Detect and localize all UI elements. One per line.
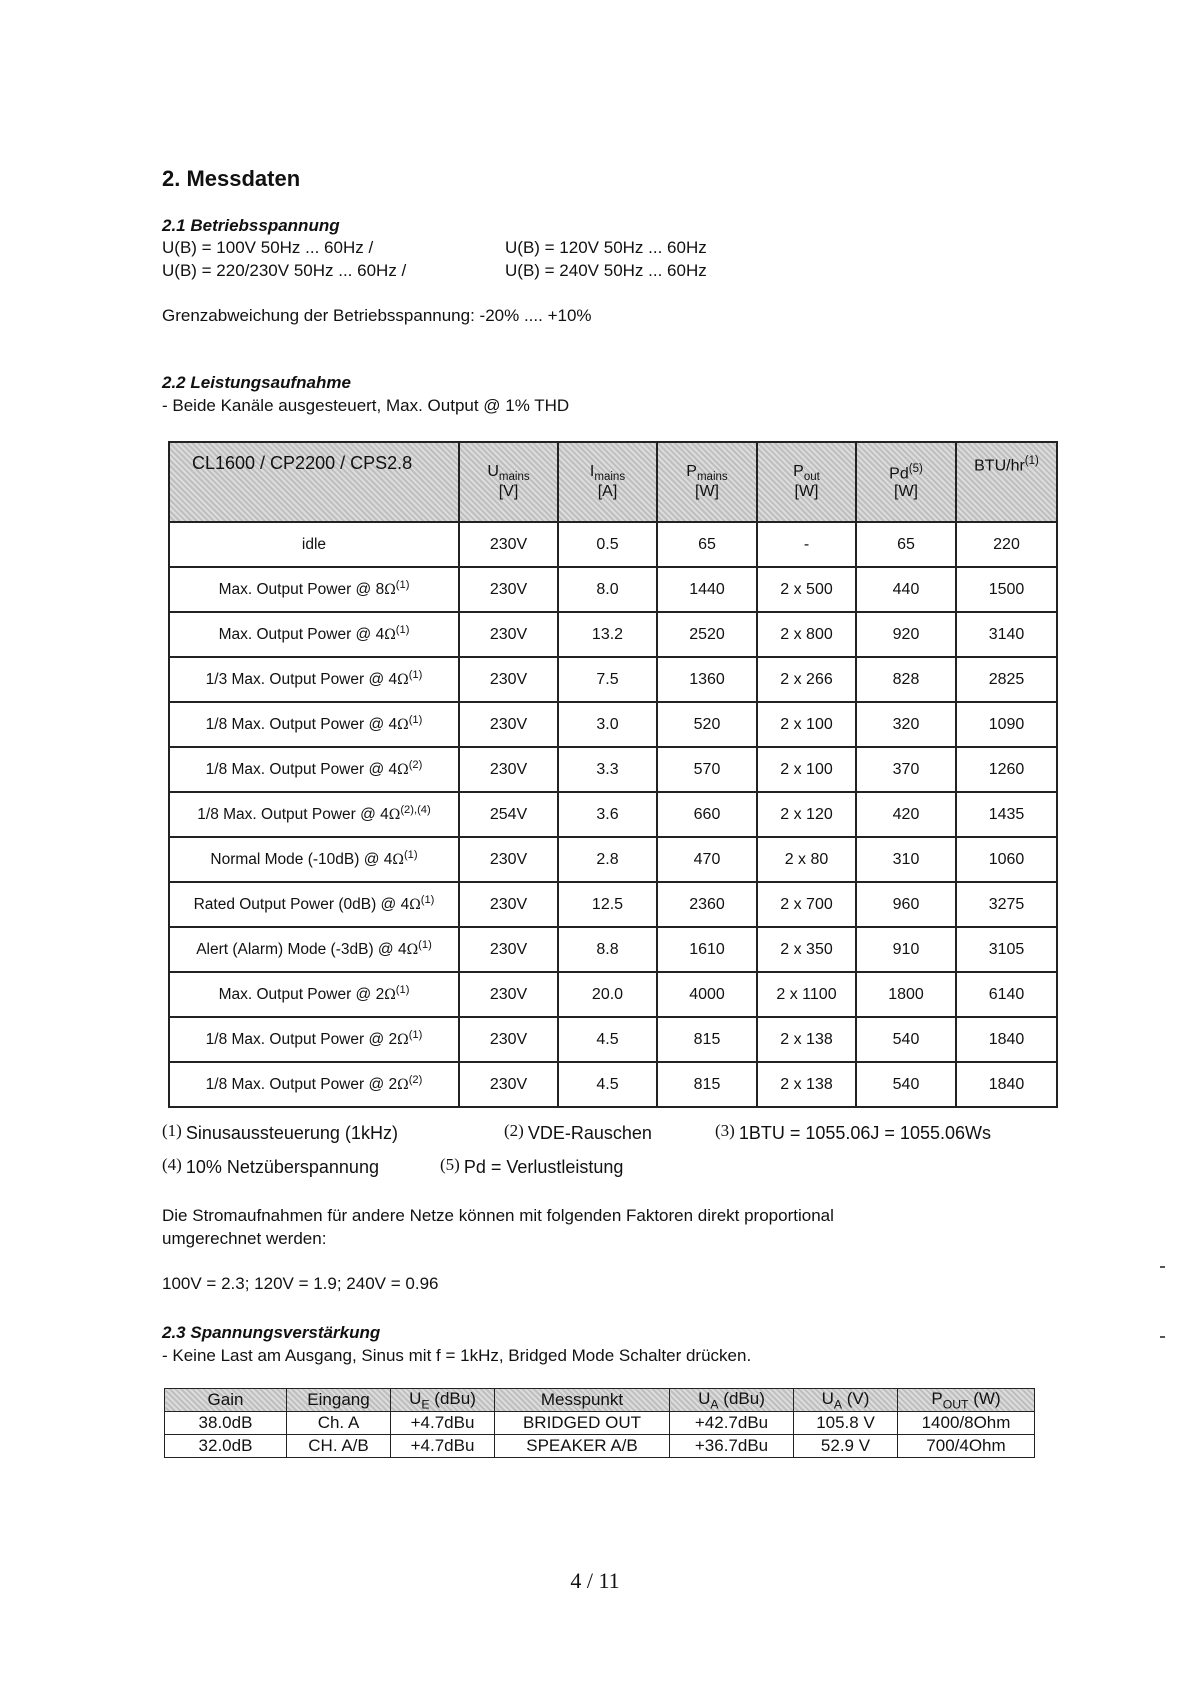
gain-cell-pout: 700/4Ohm xyxy=(898,1435,1035,1458)
cell-pmains: 570 xyxy=(657,747,757,792)
cell-imains: 12.5 xyxy=(558,882,657,927)
cell-umains: 230V xyxy=(459,1017,558,1062)
gain-header-messpunkt: Messpunkt xyxy=(495,1389,670,1412)
cell-btu: 1260 xyxy=(956,747,1057,792)
voltage-line-2-right: U(B) = 240V 50Hz ... 60Hz xyxy=(505,261,707,280)
cell-btu: 1500 xyxy=(956,567,1057,612)
cell-imains: 8.0 xyxy=(558,567,657,612)
gain-header-ua-dbu: $U_A$ (dBu) xyxy=(670,1389,794,1412)
gain-header-pout: $P_{OUT}$ (W) xyxy=(898,1389,1035,1412)
cell-imains: 8.8 xyxy=(558,927,657,972)
cell-imains: 4.5 xyxy=(558,1017,657,1062)
conversion-text-line-1: Die Stromaufnahmen für andere Netze können mit folgenden Faktoren direkt proportional xyxy=(162,1206,834,1225)
cell-umains: 230V xyxy=(459,567,558,612)
table-row xyxy=(169,837,1057,882)
cell-pd: 420 xyxy=(856,792,956,837)
gain-cell-eingang: Ch. A xyxy=(287,1412,391,1435)
table-row xyxy=(169,882,1057,927)
subsection-title-2-1: 2.1 Betriebsspannung xyxy=(162,216,340,235)
cell-pout: 2 x 100 xyxy=(757,747,856,792)
cell-pmains: 815 xyxy=(657,1062,757,1107)
cell-pmains: 470 xyxy=(657,837,757,882)
row-label: 1/3 Max. Output Power @ $4\Omega^{(1)}$ xyxy=(169,657,459,702)
cell-pd: 370 xyxy=(856,747,956,792)
cell-pd: 960 xyxy=(856,882,956,927)
row-label: 1/8 Max. Output Power @ $2\Omega^{(2)}$ xyxy=(169,1062,459,1107)
cell-btu: 3105 xyxy=(956,927,1057,972)
gain-cell-messpunkt: BRIDGED OUT xyxy=(495,1412,670,1435)
cell-imains: 3.0 xyxy=(558,702,657,747)
conversion-factors: 100V = 2.3; 120V = 1.9; 240V = 0.96 xyxy=(162,1274,439,1293)
voltage-tolerance: Grenzabweichung der Betriebsspannung: -20% .... +10% xyxy=(162,306,592,325)
cell-umains: 230V xyxy=(459,657,558,702)
table-row xyxy=(169,972,1057,1017)
header-pout: $P_{out}$ [W] xyxy=(757,442,856,522)
voltage-gain-table xyxy=(164,1388,1035,1458)
cell-pmains: 4000 xyxy=(657,972,757,1017)
row-label: Max. Output Power @ $4\Omega^{(1)}$ xyxy=(169,612,459,657)
table-row xyxy=(169,612,1057,657)
cell-umains: 254V xyxy=(459,792,558,837)
cell-pd: 440 xyxy=(856,567,956,612)
header-pd: Pd$^{(5)}$ [W] xyxy=(856,442,956,522)
cell-umains: 230V xyxy=(459,612,558,657)
footnote-1: (1) Sinusaussteuerung (1kHz) xyxy=(162,1121,398,1143)
gain-cell-ua-v: 52.9 V xyxy=(794,1435,898,1458)
row-label: idle xyxy=(169,522,459,567)
cell-umains: 230V xyxy=(459,522,558,567)
gain-cell-ua-dbu: +36.7dBu xyxy=(670,1435,794,1458)
row-label: 1/8 Max. Output Power @ $4\Omega^{(2)}$ xyxy=(169,747,459,792)
header-btu: BTU/$hr^{(1)}$ xyxy=(956,442,1057,522)
cell-pd: 540 xyxy=(856,1017,956,1062)
header-imains: $I_{mains}$ [A] xyxy=(558,442,657,522)
cell-pd: 1800 xyxy=(856,972,956,1017)
cell-umains: 230V xyxy=(459,882,558,927)
cell-umains: 230V xyxy=(459,702,558,747)
cell-pd: 320 xyxy=(856,702,956,747)
cell-btu: 6140 xyxy=(956,972,1057,1017)
footnote-2: (2) VDE-Rauschen xyxy=(504,1121,652,1143)
gain-cell-eingang: CH. A/B xyxy=(287,1435,391,1458)
footnote-4: (4) 10% Netzüberspannung xyxy=(162,1155,379,1177)
voltage-line-2-left: U(B) = 220/230V 50Hz ... 60Hz / xyxy=(162,261,407,280)
gain-header-row xyxy=(165,1389,1035,1412)
row-label: 1/8 Max. Output Power @ $4\Omega^{(2),(4)}$ xyxy=(169,792,459,837)
cell-btu: 1060 xyxy=(956,837,1057,882)
gain-cell-pout: 1400/8Ohm xyxy=(898,1412,1035,1435)
cell-pd: 310 xyxy=(856,837,956,882)
table-row xyxy=(169,747,1057,792)
row-label: 1/8 Max. Output Power @ $4\Omega^{(1)}$ xyxy=(169,702,459,747)
table-row xyxy=(169,567,1057,612)
header-model: CL1600 / CP2200 / CPS2.8 xyxy=(169,442,459,522)
cell-pout: 2 x 350 xyxy=(757,927,856,972)
cell-umains: 230V xyxy=(459,837,558,882)
cell-pd: 828 xyxy=(856,657,956,702)
scan-mark xyxy=(1160,1266,1165,1268)
gain-cell-ua-dbu: +42.7dBu xyxy=(670,1412,794,1435)
cell-umains: 230V xyxy=(459,747,558,792)
gain-header-ua-v: $U_A$ (V) xyxy=(794,1389,898,1412)
cell-umains: 230V xyxy=(459,927,558,972)
cell-imains: 3.3 xyxy=(558,747,657,792)
cell-pout: 2 x 120 xyxy=(757,792,856,837)
cell-pd: 920 xyxy=(856,612,956,657)
cell-imains: 0.5 xyxy=(558,522,657,567)
cell-pout: 2 x 80 xyxy=(757,837,856,882)
cell-btu: 220 xyxy=(956,522,1057,567)
cell-imains: 20.0 xyxy=(558,972,657,1017)
table-row xyxy=(169,1017,1057,1062)
power-subtitle: - Beide Kanäle ausgesteuert, Max. Output @ 1% THD xyxy=(162,396,570,415)
table-row xyxy=(169,792,1057,837)
cell-pmains: 65 xyxy=(657,522,757,567)
cell-pd: 65 xyxy=(856,522,956,567)
cell-pout: 2 x 700 xyxy=(757,882,856,927)
table-row xyxy=(169,702,1057,747)
subsection-title-2-2: 2.2 Leistungsaufnahme xyxy=(162,373,351,392)
cell-pmains: 2360 xyxy=(657,882,757,927)
table-row xyxy=(169,657,1057,702)
gain-header-ue: $U_E$ (dBu) xyxy=(391,1389,495,1412)
cell-btu: 1840 xyxy=(956,1017,1057,1062)
gain-cell-ua-v: 105.8 V xyxy=(794,1412,898,1435)
gain-cell-gain: 38.0dB xyxy=(165,1412,287,1435)
cell-pmains: 660 xyxy=(657,792,757,837)
cell-btu: 1840 xyxy=(956,1062,1057,1107)
cell-btu: 3275 xyxy=(956,882,1057,927)
cell-pout: 2 x 138 xyxy=(757,1017,856,1062)
gain-header-gain: Gain xyxy=(165,1389,287,1412)
cell-pout: 2 x 138 xyxy=(757,1062,856,1107)
gain-cell-ue: +4.7dBu xyxy=(391,1435,495,1458)
row-label: Normal Mode (-10dB) @ $4\Omega^{(1)}$ xyxy=(169,837,459,882)
footnote-3: (3) 1BTU = 1055.06J = 1055.06Ws xyxy=(715,1121,991,1143)
table-row xyxy=(169,927,1057,972)
cell-btu: 1435 xyxy=(956,792,1057,837)
cell-pmains: 2520 xyxy=(657,612,757,657)
scan-mark xyxy=(1160,1336,1165,1338)
table-row xyxy=(169,522,1057,567)
table-row xyxy=(165,1435,1035,1458)
cell-imains: 3.6 xyxy=(558,792,657,837)
row-label: Max. Output Power @ $8\Omega^{(1)}$ xyxy=(169,567,459,612)
page-number: 4 / 11 xyxy=(570,1568,620,1593)
gain-cell-ue: +4.7dBu xyxy=(391,1412,495,1435)
cell-pd: 910 xyxy=(856,927,956,972)
table-row xyxy=(169,1062,1057,1107)
cell-pd: 540 xyxy=(856,1062,956,1107)
section-heading: 2. Messdaten xyxy=(162,166,301,191)
power-consumption-table xyxy=(168,441,1058,1108)
cell-imains: 13.2 xyxy=(558,612,657,657)
conversion-text-line-2: umgerechnet werden: xyxy=(162,1229,327,1248)
cell-imains: 2.8 xyxy=(558,837,657,882)
header-pmains: $P_{mains}$ [W] xyxy=(657,442,757,522)
table-header-row xyxy=(169,442,1057,522)
cell-pmains: 1440 xyxy=(657,567,757,612)
cell-pout: 2 x 500 xyxy=(757,567,856,612)
table-row xyxy=(165,1412,1035,1435)
cell-btu: 3140 xyxy=(956,612,1057,657)
voltage-line-1-right: U(B) = 120V 50Hz ... 60Hz xyxy=(505,238,707,257)
cell-pmains: 520 xyxy=(657,702,757,747)
cell-pout: 2 x 266 xyxy=(757,657,856,702)
cell-pout: 2 x 100 xyxy=(757,702,856,747)
gain-cell-gain: 32.0dB xyxy=(165,1435,287,1458)
cell-pout: - xyxy=(757,522,856,567)
cell-umains: 230V xyxy=(459,972,558,1017)
cell-imains: 4.5 xyxy=(558,1062,657,1107)
cell-umains: 230V xyxy=(459,1062,558,1107)
cell-pout: 2 x 800 xyxy=(757,612,856,657)
subsection-title-2-3: 2.3 Spannungsverstärkung xyxy=(162,1323,381,1342)
cell-btu: 2825 xyxy=(956,657,1057,702)
gain-subtitle: - Keine Last am Ausgang, Sinus mit f = 1kHz, Bridged Mode Schalter drücken. xyxy=(162,1346,752,1365)
row-label: Max. Output Power @ $2\Omega^{(1)}$ xyxy=(169,972,459,1017)
cell-pmains: 1610 xyxy=(657,927,757,972)
cell-btu: 1090 xyxy=(956,702,1057,747)
footnote-5: (5) Pd = Verlustleistung xyxy=(440,1155,624,1177)
voltage-line-1-left: U(B) = 100V 50Hz ... 60Hz / xyxy=(162,238,374,257)
row-label: 1/8 Max. Output Power @ $2\Omega^{(1)}$ xyxy=(169,1017,459,1062)
cell-pout: 2 x 1100 xyxy=(757,972,856,1017)
cell-pmains: 815 xyxy=(657,1017,757,1062)
gain-header-eingang: Eingang xyxy=(287,1389,391,1412)
header-umains: $U_{mains}$ [V] xyxy=(459,442,558,522)
cell-pmains: 1360 xyxy=(657,657,757,702)
cell-imains: 7.5 xyxy=(558,657,657,702)
row-label: Alert (Alarm) Mode (-3dB) @ $4\Omega^{(1)}$ xyxy=(169,927,459,972)
gain-cell-messpunkt: SPEAKER A/B xyxy=(495,1435,670,1458)
row-label: Rated Output Power (0dB) @ $4\Omega^{(1)}$ xyxy=(169,882,459,927)
